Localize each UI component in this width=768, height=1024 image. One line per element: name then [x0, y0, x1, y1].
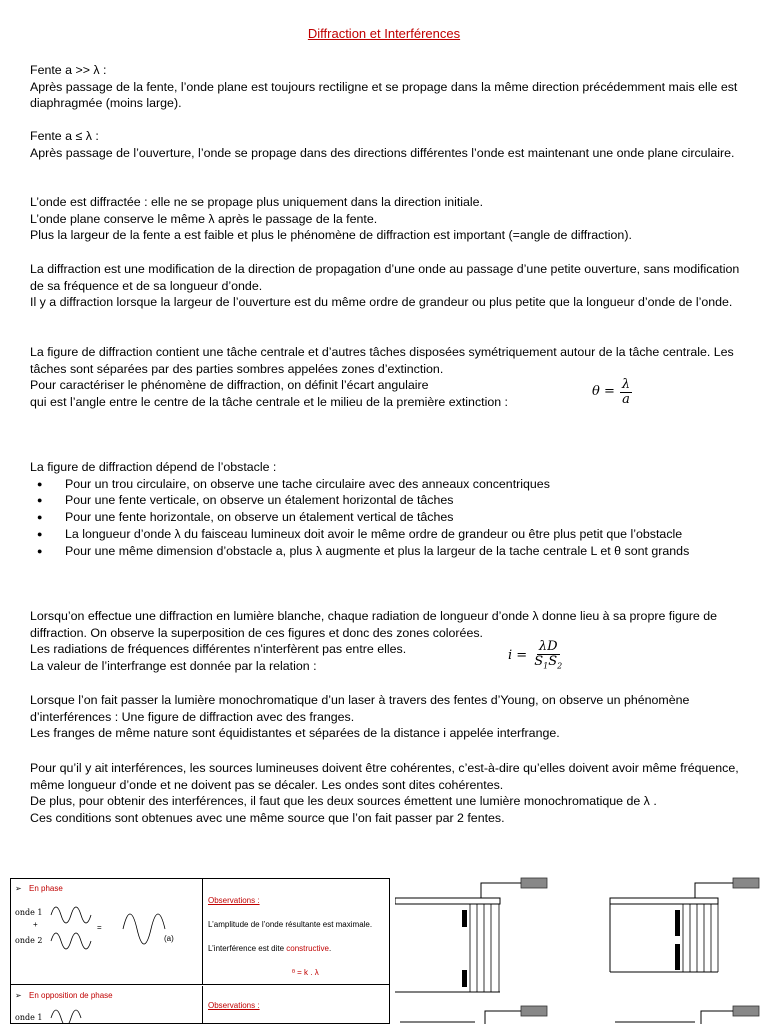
formula-theta [592, 378, 632, 407]
denominator: $S_1S_2$ [534, 654, 563, 671]
paragraph: Après passage de l’ouverture, l’onde se propage dans des directions différentes l’onde est maintenant une onde plane circulaire. [30, 145, 735, 160]
paragraph: Il y a diffraction lorsque la largeur de l’ouverture est du même ordre de grandeur ou plus petite que la longueur d’onde de l’onde. [30, 295, 733, 310]
table-cell-observations [204, 986, 389, 1024]
paragraph: Lorsqu’on effectue une diffraction en lumière blanche, chaque radiation de longueur d’onde λ donne lieu à sa propre figure de diffraction. On observe la superposition de ces figures et donc des zones colorées. [30, 609, 718, 640]
list-item: ● Pour une fente verticale, on observe un étalement horizontal de tâches [30, 492, 752, 509]
label-onde-1: onde 1 [15, 908, 43, 917]
paragraph: Ces conditions sont obtenues avec une même source que l’on fait passer par 2 fentes. [30, 811, 505, 826]
section-fente-etroite [30, 128, 752, 161]
paragraph: Pour qu’il y ait interférences, les sources lumineuses doivent être cohérentes, c’est-à-dire qu’elles doivent avoir même fréquence, même longueur d’onde et ne doivent pas se décaler. Les ondes sont dites cohérentes. [30, 761, 739, 792]
wave-diagram [11, 879, 203, 985]
label-a: (a) [164, 934, 174, 943]
young-slit-diagram-1 [395, 872, 555, 1024]
list-item: ● La longueur d’onde λ du faisceau lumineux doit avoir le même ordre de grandeur ou être plus petit que l’obstacle [30, 526, 752, 543]
paragraph: La valeur de l’interfrange est donnée par la relation : [30, 659, 317, 674]
list-item: ● Pour une même dimension d’obstacle a, plus λ augmente et plus la largeur de la tache centrale L et θ sont grands [30, 543, 752, 560]
formula-lhs: θ = [592, 384, 615, 400]
section-sources-coherentes [30, 760, 752, 827]
section-lumiere-blanche [30, 608, 752, 675]
paragraph: Lorsque l’on fait passer la lumière monochromatique d’un laser à travers des fentes d’Young, on observe un phénomène d’interférences : Une figure de diffraction avec des franges. [30, 693, 690, 724]
list-item: ● Pour un trou circulaire, on observe une tache circulaire avec des anneaux concentriques [30, 476, 752, 493]
observations-title: Observations : [208, 1001, 260, 1010]
list-item: ● Pour une fente horizontale, on observe un étalement vertical de tâches [30, 509, 752, 526]
page-title: Diffraction et Interférences [307, 26, 461, 41]
equals-sign: = [97, 923, 102, 932]
paragraph: qui est l’angle entre le centre de la tâche centrale et le milieu de la première extinction : [30, 395, 508, 410]
section-definition-diffraction [30, 261, 752, 311]
paragraph: Pour caractériser le phénomène de diffraction, on définit l’écart angulaire [30, 378, 429, 393]
paragraph: La figure de diffraction dépend de l’obstacle : [30, 460, 277, 474]
paragraph: Les franges de même nature sont équidistantes et séparées de la distance i appelée interfrange. [30, 726, 560, 741]
paragraph: De plus, pour obtenir des interférences, il faut que les deux sources émettent une lumière monochromatique de λ . [30, 794, 657, 809]
table-cell-diagram [11, 879, 203, 984]
label-onde-2: onde 2 [15, 936, 43, 945]
row-title: En opposition de phase [29, 991, 113, 1000]
paragraph: L’onde plane conserve le même λ après le passage de la fente. [30, 211, 378, 226]
table-cell-diagram [11, 986, 203, 1024]
observations-title: Observations : [208, 896, 260, 905]
numerator: λD [538, 639, 558, 654]
section-onde-diffractee [30, 194, 752, 244]
young-slit-diagram-2 [605, 872, 765, 1024]
observation-text: L’interférence est dite constructive. [208, 944, 332, 953]
denominator: a [622, 392, 630, 407]
paragraph: L’onde est diffractée : elle ne se propage plus uniquement dans la direction initiale. [30, 195, 484, 209]
plus-sign: + [33, 920, 38, 929]
table-row-en-phase [11, 879, 389, 985]
paragraph: Les radiations de fréquences différentes n'interfèrent pas entre elles. [30, 642, 407, 657]
paragraph: La figure de diffraction contient une tâche centrale et d’autres tâches disposées symétriquement autour de la tâche centrale. Les tâches sont séparées par des parties sombres appelées zones d’extinction. [30, 345, 734, 376]
bullet-list [30, 476, 752, 560]
section-figure-diffraction [30, 344, 752, 411]
formula-lhs: i = [508, 648, 528, 664]
row-title: En phase [29, 884, 63, 893]
fraction [620, 378, 632, 407]
table-cell-observations [204, 879, 389, 984]
section-heading: Fente a >> λ : [30, 63, 107, 77]
arrow-icon: ➢ [15, 991, 22, 1000]
observation-text: L’amplitude de l’onde résultante est maximale. [208, 920, 373, 929]
numerator: λ [621, 377, 631, 392]
formula-interfrange [508, 640, 564, 674]
wave-diagram [11, 986, 203, 1024]
section-heading: Fente a ≤ λ : [30, 129, 99, 143]
paragraph: La diffraction est une modification de la direction de propagation d’une onde au passage d’une petite ouverture, sans modification de sa fréquence et de sa longueur d’onde. [30, 262, 740, 293]
paragraph: Après passage de la fente, l’onde plane est toujours rectiligne et se propage dans la même direction précédemment mais elle est diaphragmée (moins large). [30, 79, 738, 111]
section-fentes-young [30, 692, 752, 742]
arrow-icon: ➢ [15, 884, 22, 893]
section-obstacle [30, 459, 752, 559]
fraction [532, 640, 564, 674]
table-row-opposition [11, 986, 389, 1024]
section-fente-large [30, 62, 752, 112]
formula: ᶿ = k . λ [292, 968, 319, 977]
phase-table [10, 878, 390, 1024]
paragraph: Plus la largeur de la fente a est faible et plus le phénomène de diffraction est important (=angle de diffraction). [30, 228, 632, 243]
label-onde-1: onde 1 [15, 1013, 43, 1022]
